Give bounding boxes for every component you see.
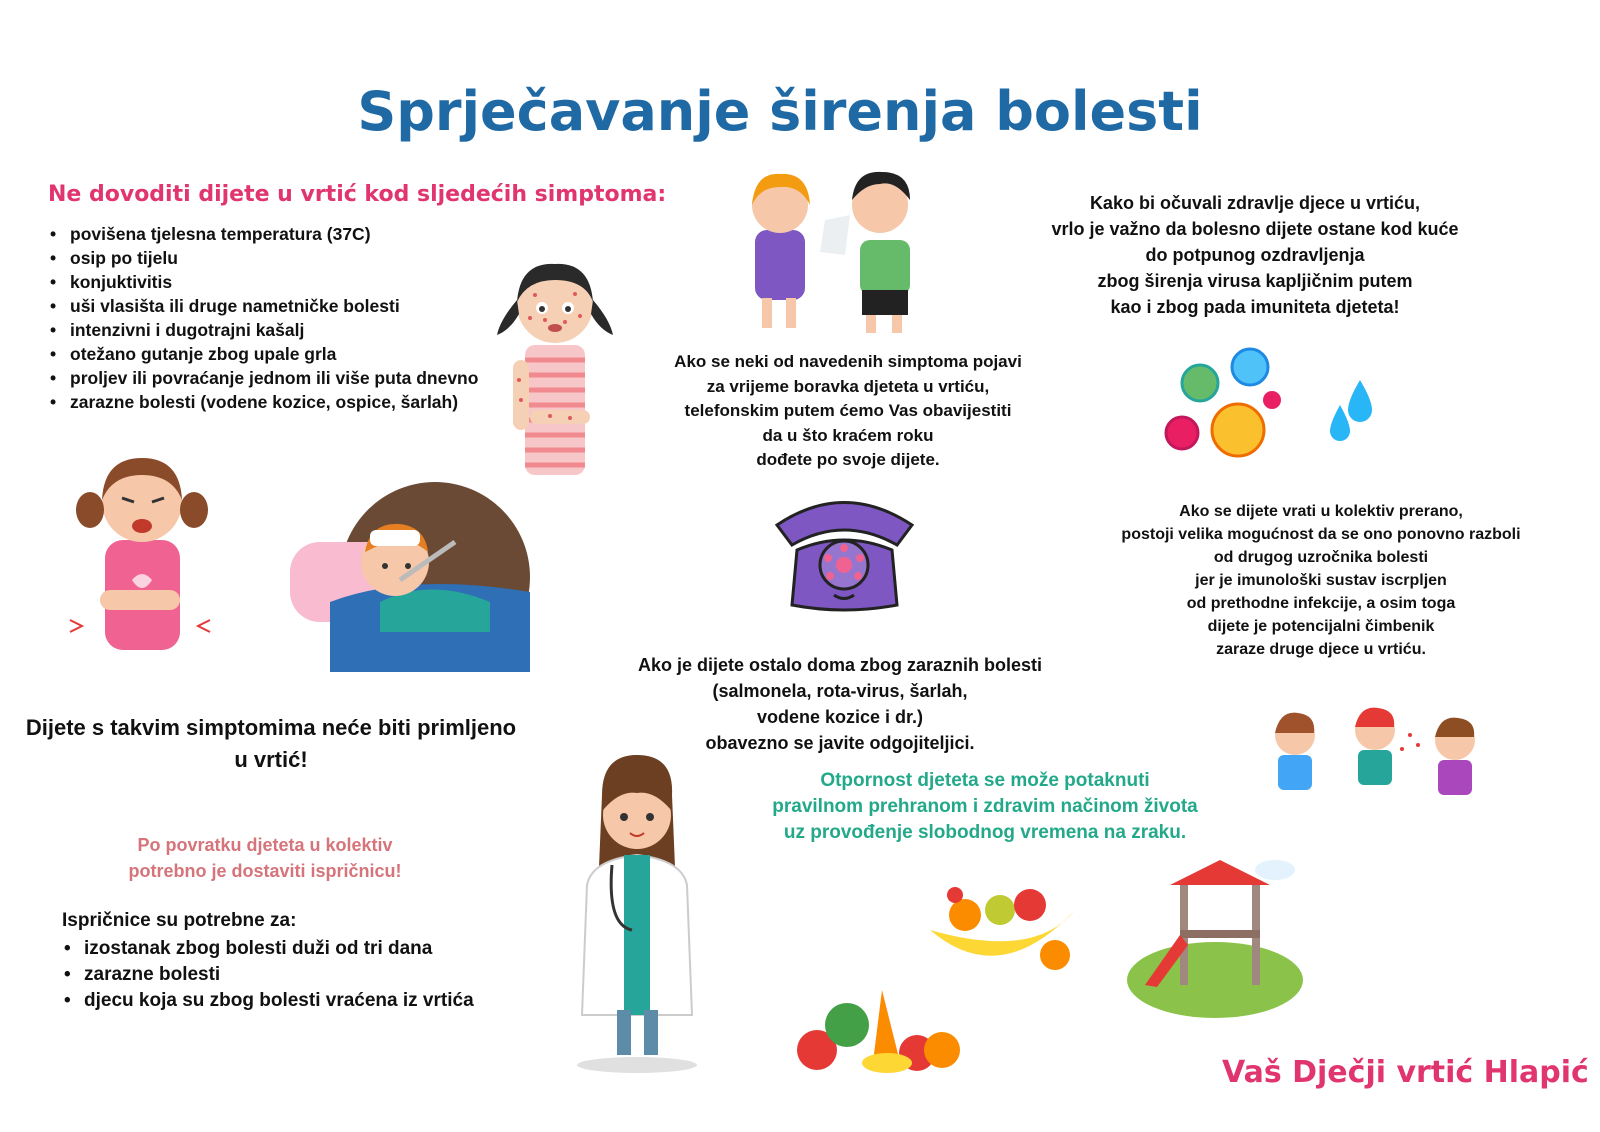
stay-home-text: Kako bi očuvali zdravlje djece u vrtiću, vrlo je važno da bolesno dijete ostane kod kuće do potpunog ozdravljenja zbog širenja virusa kapljičnim putem kao i zbog pada imuniteta djeteta!	[1051, 193, 1459, 317]
symptoms-heading: Ne dovoditi dijete u vrtić kod sljedećih simptoma:	[48, 182, 667, 207]
return-note: Po povratku djeteta u kolektiv potrebno je dostaviti ispričnicu!	[128, 835, 402, 881]
running-kids-illustration	[1250, 705, 1500, 825]
contagious-diseases-text: Ako je dijete ostalo doma zbog zaraznih bolesti (salmonela, rota-virus, šarlah, vodene kozice i dr.) obavezno se javite odgojiteljici.	[637, 655, 1043, 753]
excuses-heading: Ispričnice su potrebne za:	[62, 910, 297, 931]
telephone-illustration	[772, 490, 917, 620]
virus-illustration	[1160, 345, 1400, 465]
list-item: • konjuktivitis	[48, 270, 518, 294]
playground-illustration	[1125, 855, 1305, 1020]
child-stomachache-illustration	[60, 440, 220, 660]
list-item: • intenzivni i dugotrajni kašalj	[48, 318, 518, 342]
vegetables-illustration	[792, 985, 967, 1080]
symptoms-list	[48, 222, 518, 414]
phone-notice-text: Ako se neki od navedenih simptoma pojavi za vrijeme boravka djeteta u vrtiću, telefonskim putem ćemo Vas obavijestiti da u što kraćem roku dođete po svoje dijete.	[674, 352, 1022, 469]
excuses-list	[62, 936, 522, 1014]
kindergarten-signature: Vaš Dječji vrtić Hlapić	[1222, 1055, 1589, 1090]
list-item: • zarazne bolesti (vodene kozice, ospice, šarlah)	[48, 390, 518, 414]
list-item: • povišena tjelesna temperatura (37C)	[48, 222, 518, 246]
list-item: • djecu koja su zbog bolesti vraćena iz vrtića	[62, 988, 522, 1014]
girl-rash-illustration	[495, 250, 615, 480]
sneezing-kids-illustration	[720, 160, 940, 340]
page-title: Sprječavanje širenja bolesti	[357, 80, 1203, 143]
list-item: • otežano gutanje zbog upale grla	[48, 342, 518, 366]
list-item: • osip po tijelu	[48, 246, 518, 270]
early-return-text: Ako se dijete vrati u kolektiv prerano, postoji velika mogućnost da se ono ponovno razboli od drugog uzročnika bolesti jer je imunološki sustav iscrpljen od prethodne infekcije, a osim toga dijete je potencijalni čimbenik zaraze druge djece u vrtiću.	[1121, 503, 1521, 658]
list-item: • uši vlasišta ili druge nametničke bolesti	[48, 294, 518, 318]
resistance-text: Otpornost djeteta se može potaknuti pravilnom prehranom i zdravim načinom života uz provođenje slobodnog vremena na zraku.	[772, 770, 1198, 843]
not-admitted-text: Dijete s takvim simptomima neće biti primljeno u vrtić!	[25, 715, 517, 772]
list-item: • proljev ili povraćanje jednom ili više puta dnevno	[48, 366, 518, 390]
doctor-illustration	[562, 755, 712, 1075]
sick-child-in-bed-illustration	[290, 482, 530, 672]
list-item: • zarazne bolesti	[62, 962, 522, 988]
list-item: • izostanak zbog bolesti duži od tri dana	[62, 936, 522, 962]
fruits-illustration	[925, 880, 1085, 980]
